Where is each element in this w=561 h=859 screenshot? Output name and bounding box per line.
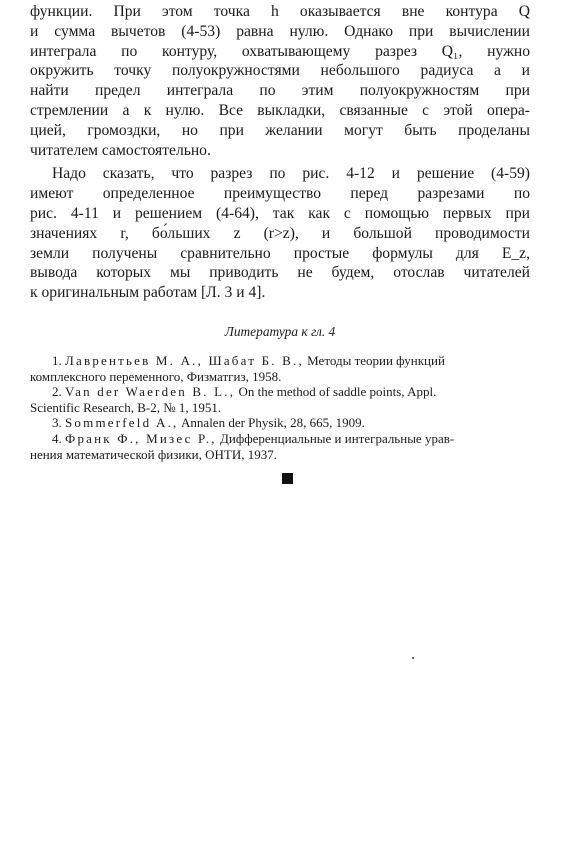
text-line: к оригинальным работам [Л. 3 и 4]. (30, 284, 266, 302)
page (30, 2, 530, 462)
reference-authors: Лаврентьев М. А., Шабат Б. В., (65, 352, 304, 368)
text-line: найти предел интеграла по этим полуокружностям при (30, 82, 530, 100)
reference-number: 3. (52, 415, 62, 431)
reference-number: 4. (52, 430, 62, 446)
text-line: земли получены сравнительно простые формулы для E_z, (30, 244, 530, 262)
paragraph-1 (30, 2, 530, 160)
text-line: читателем самостоятельно. (30, 141, 211, 159)
print-speck (412, 657, 414, 659)
text-line: имеют определенное преимущество перед разрезами по (30, 185, 530, 203)
reference-title: On the method of saddle points, Appl. (235, 384, 437, 400)
reference-item (30, 384, 530, 415)
reference-continuation: Scientific Research, B-2, № 1, 1951. (30, 399, 222, 415)
text-line: интеграла по контуру, охватывающему разрез Q₁, нужно (30, 42, 530, 60)
text-line: вывода которых мы приводить не будем, отослав читателей (30, 264, 530, 282)
reference-item (30, 415, 530, 431)
text-line: окружить точку полуокружностями небольшого радиуса a и (30, 62, 530, 80)
reference-title: Annalen der Physik, 28, 665, 1909. (178, 415, 365, 431)
text-line: стремлении a к нулю. Все выкладки, связанные с этой опера- (30, 101, 530, 119)
text-line: функции. При этом точка h оказывается вне контура Q (30, 3, 530, 20)
reference-title: Методы теории функций (303, 352, 445, 368)
reference-title: Дифференциальные и интегральные урав- (216, 430, 455, 446)
reference-authors: Франк Ф., Мизес Р., (65, 430, 217, 446)
reference-authors: Van der Waerden B. L., (65, 384, 236, 400)
reference-continuation: нения математической физики, ОНТИ, 1937. (30, 446, 277, 462)
text-line: значениях r, бо́льших z (r>z), и большой проводимости (30, 224, 530, 242)
reference-authors: Sommerfeld A., (65, 415, 179, 431)
reference-item (30, 353, 530, 384)
reference-continuation: комплексного переменного, Физматгиз, 1958. (30, 368, 282, 384)
text-line: цией, громоздки, но при желании могут быть проделаны (30, 121, 530, 139)
end-of-chapter-mark (282, 473, 293, 484)
text-line: рис. 4-11 и решением (4-64), так как с помощью первых при (30, 204, 530, 222)
references-list (30, 353, 530, 462)
reference-number: 1. (52, 352, 62, 368)
reference-item (30, 431, 530, 462)
references-heading: Литература к гл. 4 (224, 323, 336, 339)
reference-number: 2. (52, 384, 62, 400)
text-line: и сумма вычетов (4-53) равна нулю. Однако при вычислении (30, 22, 530, 40)
text-line: Надо сказать, что разрез по рис. 4-12 и решение (4-59) (52, 165, 530, 183)
paragraph-2 (30, 164, 530, 303)
